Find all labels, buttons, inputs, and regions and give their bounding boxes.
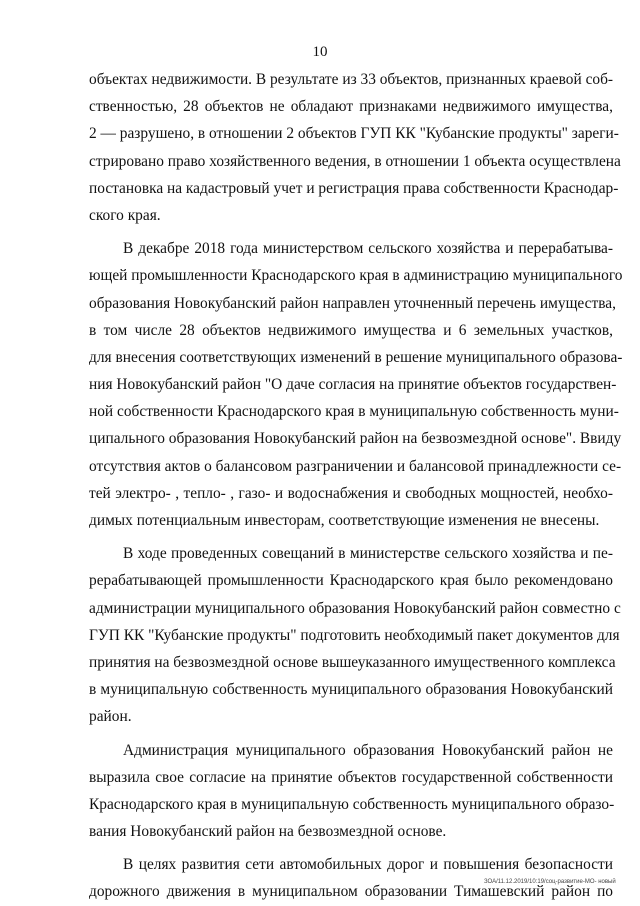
text-line: район. xyxy=(89,708,132,726)
text-line: тей электро- , тепло- , газо- и водоснабжения и свободных мощностей, необхо- xyxy=(89,484,613,502)
text-line: принятия на безвозмездной основе вышеуказанного имущественного комплекса xyxy=(89,653,616,671)
text-line: ния Новокубанский район "О даче согласия на принятие объектов государствен- xyxy=(89,376,617,394)
text-line: В целях развития сети автомобильных дорог и повышения безопасности xyxy=(123,856,613,874)
text-line: отсутствия актов о балансовом разграничении и балансовой принадлежности се- xyxy=(89,457,622,475)
text-line: 2 — разрушено, в отношении 2 объектов ГУП КК "Кубанские продукты" зареги- xyxy=(89,125,619,143)
footer-stamp: ЗОА/11.12.2019/10:19/соц-развитие-МО- новый xyxy=(484,879,616,885)
text-line: в том числе 28 объектов недвижимого имущества и 6 земельных участков, xyxy=(89,321,613,339)
text-line: ющей промышленности Краснодарского края в администрацию муниципального xyxy=(89,267,623,285)
text-line: администрации муниципального образования Новокубанский район совместно с xyxy=(89,599,621,617)
paragraph xyxy=(89,540,621,730)
text-line: в муниципальную собственность муниципального образования Новокубанский xyxy=(89,681,613,699)
paragraph xyxy=(89,737,613,846)
text-line: ной собственности Краснодарского края в муниципальную собственность муни- xyxy=(89,403,619,421)
text-line: образования Новокубанский район направлен уточненный перечень имущества, xyxy=(89,294,616,312)
paragraph xyxy=(89,66,621,229)
text-line: стрировано право хозяйственного ведения, в отношении 1 объекта осуществлена xyxy=(89,152,621,170)
text-line: Краснодарского края в муниципальную собственность муниципального образо- xyxy=(89,795,615,813)
text-line: димых потенциальным инвесторам, соответствующие изменения не внесены. xyxy=(89,512,600,529)
text-line: дорожного движения в муниципальном образовании Тимашевский район по xyxy=(89,883,613,901)
text-line: постановка на кадастровый учет и регистрация права собственности Краснодар- xyxy=(89,179,619,197)
text-line: ципального образования Новокубанский район на безвозмездной основе". Ввиду xyxy=(89,430,622,448)
text-line: ственностью, 28 объектов не обладают признаками недвижимого имущества, xyxy=(89,98,613,116)
text-line: вания Новокубанский район на безвозмездной основе. xyxy=(89,823,447,841)
paragraph xyxy=(89,235,623,534)
text-line: ского края. xyxy=(89,206,161,224)
text-line: выразила свое согласие на принятие объектов государственной собственности xyxy=(89,768,613,786)
text-line: В ходе проведенных совещаний в министерстве сельского хозяйства и пе- xyxy=(123,545,613,563)
text-line: В декабре 2018 года министерством сельского хозяйства и перерабатыва- xyxy=(123,240,613,258)
text-line: Администрация муниципального образования Новокубанский район не xyxy=(123,741,613,759)
page-number: 10 xyxy=(312,44,328,60)
text-line: для внесения соответствующих изменений в решение муниципального образова- xyxy=(89,348,623,366)
text-line: объектах недвижимости. В результате из 33 объектов, признанных краевой соб- xyxy=(89,71,614,88)
text-line: ГУП КК "Кубанские продукты" подготовить необходимый пакет документов для xyxy=(89,626,620,644)
text-line: рерабатывающей промышленности Краснодарского края было рекомендовано xyxy=(89,572,613,590)
document-body xyxy=(89,66,623,906)
